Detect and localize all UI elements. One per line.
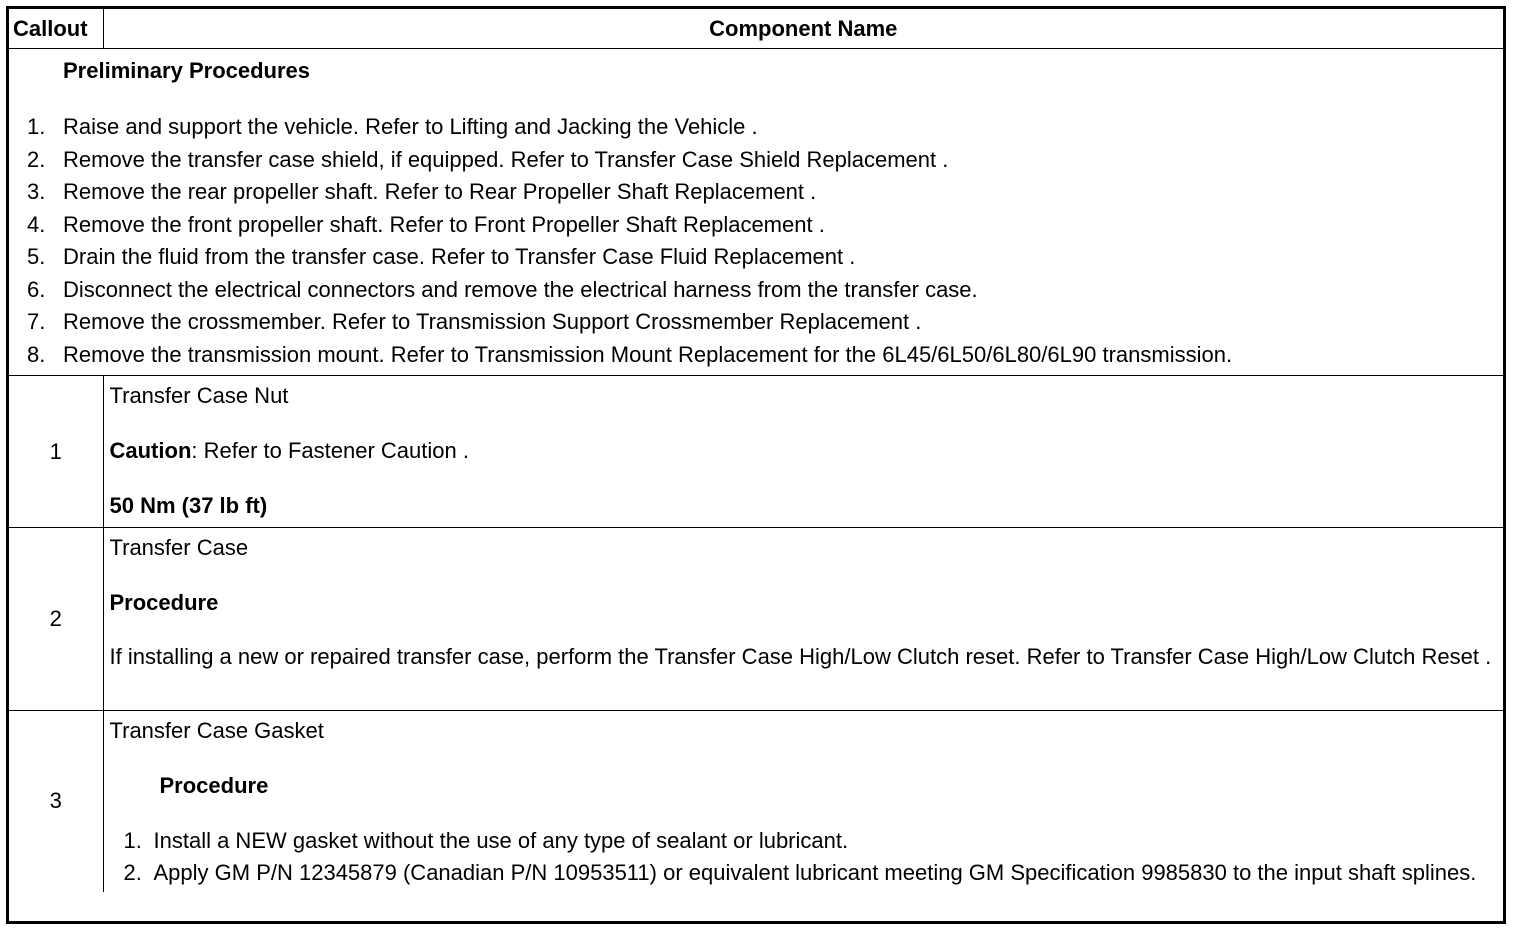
step-text: Drain the fluid from the transfer case. Refer to Transfer Case Fluid Replacement . <box>63 244 856 269</box>
caution-label: Caution <box>109 438 192 463</box>
component-cell <box>103 376 1503 528</box>
step-number: 6. <box>27 276 46 302</box>
component-table-page <box>6 6 1506 924</box>
preliminary-steps-list <box>27 111 1503 371</box>
step-text: Remove the front propeller shaft. Refer to Front Propeller Shaft Replacement . <box>63 211 825 237</box>
component-table <box>9 9 1503 892</box>
procedure-label: Procedure <box>109 590 219 615</box>
torque-spec: 50 Nm (37 lb ft) <box>109 493 268 518</box>
component-name: Transfer Case <box>109 535 249 560</box>
step-number: 4. <box>27 211 46 237</box>
step-number: 2. <box>123 859 142 885</box>
preliminary-procedures-cell <box>9 49 1503 376</box>
list-item <box>27 241 1503 274</box>
step-number: 3. <box>27 179 46 204</box>
step-number: 1. <box>27 114 46 139</box>
table-row <box>9 711 1503 892</box>
callout-column-header: Callout <box>9 9 103 49</box>
step-number: 7. <box>27 309 46 334</box>
component-cell <box>103 528 1503 711</box>
list-item <box>124 858 1498 888</box>
table-row <box>9 528 1503 711</box>
table-header-row <box>9 9 1503 49</box>
step-text: Install a NEW gasket without the use of any type of sealant or lubricant. <box>153 828 849 853</box>
component-name: Transfer Case Nut <box>109 383 289 408</box>
step-text: Apply GM P/N 12345879 (Canadian P/N 10953511) or equivalent lubricant meeting GM Specification 9985830 to the input shaft splines. <box>153 859 1477 885</box>
callout-number: 3 <box>9 711 103 892</box>
callout-number: 2 <box>9 528 103 711</box>
preliminary-procedures-title: Preliminary Procedures <box>63 58 311 83</box>
list-item <box>27 339 1503 372</box>
step-number: 5. <box>27 244 46 269</box>
step-text: Remove the rear propeller shaft. Refer to Rear Propeller Shaft Replacement . <box>63 179 817 204</box>
list-item <box>27 144 1503 177</box>
step-number: 2. <box>27 146 46 172</box>
step-number: 8. <box>27 341 46 367</box>
list-item <box>27 209 1503 242</box>
procedure-text: If installing a new or repaired transfer case, perform the Transfer Case High/Low Clutch reset. Refer to Transfer Case High/Low Clutch Reset . <box>109 644 1492 669</box>
procedure-label: Procedure <box>159 773 269 798</box>
step-text: Remove the transfer case shield, if equipped. Refer to Transfer Case Shield Replacement . <box>63 146 949 172</box>
procedure-steps-list <box>124 825 1498 888</box>
component-name: Transfer Case Gasket <box>109 718 324 743</box>
table-row <box>9 376 1503 528</box>
callout-number: 1 <box>9 376 103 528</box>
step-text: Remove the crossmember. Refer to Transmission Support Crossmember Replacement . <box>63 309 922 334</box>
list-item <box>27 306 1503 339</box>
caution-text: : Refer to Fastener Caution . <box>191 438 469 463</box>
component-cell <box>103 711 1503 892</box>
list-item <box>27 176 1503 209</box>
component-name-column-header: Component Name <box>103 9 1503 49</box>
step-text: Disconnect the electrical connectors and remove the electrical harness from the transfer case. <box>63 276 978 302</box>
list-item <box>124 825 1498 858</box>
step-text: Raise and support the vehicle. Refer to Lifting and Jacking the Vehicle . <box>63 114 758 139</box>
list-item <box>27 274 1503 307</box>
step-number: 1. <box>123 828 142 853</box>
preliminary-procedures-row <box>9 49 1503 376</box>
step-text: Remove the transmission mount. Refer to Transmission Mount Replacement for the 6L45/6L50/6L80/6L90 transmission. <box>63 341 1233 367</box>
caution-line <box>110 435 1498 467</box>
list-item <box>27 111 1503 144</box>
